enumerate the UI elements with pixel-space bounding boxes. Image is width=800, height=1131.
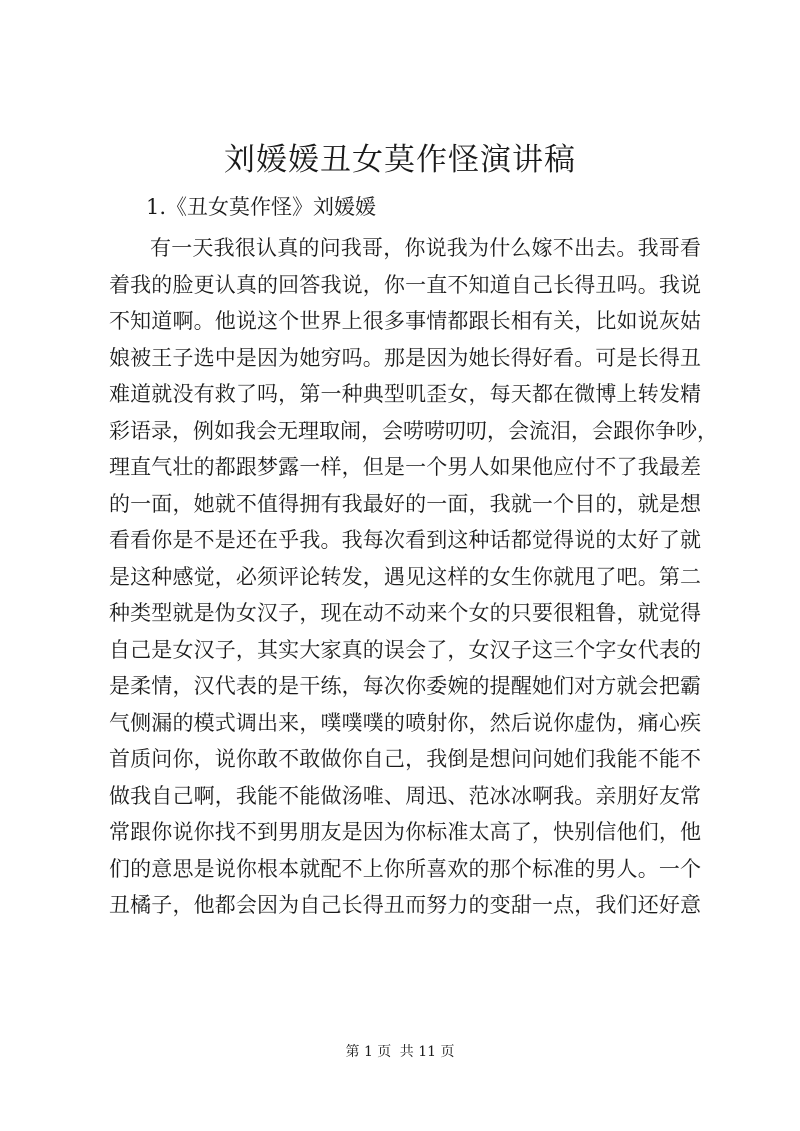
body-line: 们的意思是说你根本就配不上你所喜欢的那个标准的男人。一个 — [109, 856, 701, 881]
body-line: 彩语录，例如我会无理取闹，会唠唠叨叨，会流泪，会跟你争吵， — [109, 418, 718, 443]
body-line: 做我自己啊，我能不能做汤唯、周迅、范冰冰啊我。亲朋好友常 — [109, 783, 701, 808]
body-line: 难道就没有救了吗，第一种典型叽歪女，每天都在微博上转发精 — [109, 382, 701, 406]
body-line: 看看你是不是还在乎我。我每次看到这种话都觉得说的太好了就 — [109, 528, 701, 552]
page-number: 第 1 页 — [345, 1044, 392, 1060]
body-line: 有一天我很认真的问我哥，你说我为什么嫁不出去。我哥看 — [150, 236, 701, 260]
body-line: 自己是女汉子，其实大家真的误会了，女汉子这三个字女代表的 — [109, 637, 701, 662]
body-line: 的一面，她就不值得拥有我最好的一面，我就一个目的，就是想 — [109, 491, 701, 516]
body-line: 首质问你，说你敢不敢做你自己，我倒是想问问她们我能不能不 — [109, 747, 701, 771]
body-line: 理直气壮的都跟梦露一样，但是一个男人如果他应付不了我最差 — [109, 455, 701, 479]
body-text — [109, 230, 718, 924]
document-title: 刘媛媛丑女莫作怪演讲稿 — [224, 142, 576, 178]
body-line: 是柔情，汉代表的是干练，每次你委婉的提醒她们对方就会把霸 — [109, 674, 701, 698]
body-line: 是这种感觉，必须评论转发，遇见这样的女生你就甩了吧。第二 — [109, 564, 701, 589]
page-total: 共 11 页 — [399, 1044, 455, 1060]
section-heading: 1.《丑女莫作怪》刘媛媛 — [146, 195, 377, 219]
body-line: 丑橘子，他都会因为自己长得丑而努力的变甜一点，我们还好意 — [109, 893, 701, 917]
body-line: 不知道啊。他说这个世界上很多事情都跟长相有关，比如说灰姑 — [109, 309, 701, 333]
body-line: 着我的脸更认真的回答我说，你一直不知道自己长得丑吗。我说 — [109, 272, 701, 297]
body-line: 常跟你说你找不到男朋友是因为你标准太高了，快别信他们，他 — [109, 820, 701, 844]
page-footer — [0, 1042, 800, 1062]
body-line: 娘被王子选中是因为她穷吗。那是因为她长得好看。可是长得丑 — [109, 345, 701, 370]
body-line: 气侧漏的模式调出来，噗噗噗的喷射你，然后说你虚伪，痛心疾 — [109, 710, 701, 735]
body-line: 种类型就是伪女汉子，现在动不动来个女的只要很粗鲁，就觉得 — [109, 601, 701, 625]
